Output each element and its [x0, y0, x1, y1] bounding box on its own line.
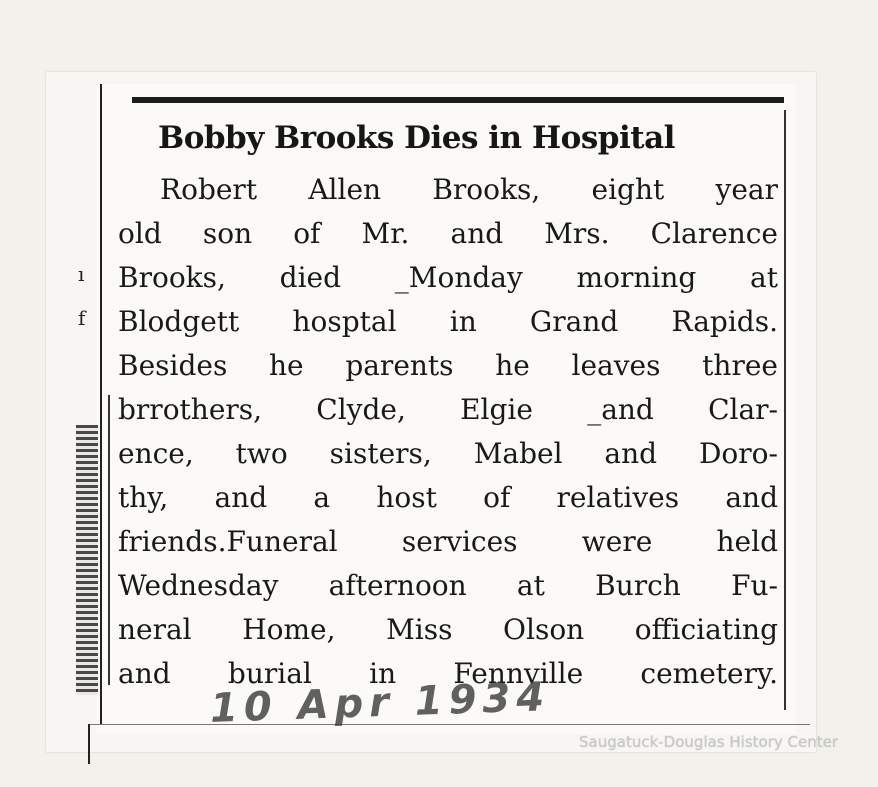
- margin-mark-2: f: [78, 306, 86, 330]
- torn-edge-column-remnant: [76, 425, 98, 695]
- article-line-11: neral Home, Miss Olson officiating: [118, 613, 778, 646]
- top-rule: [132, 97, 784, 103]
- article-line-2: old son of Mr. and Mrs. Clarence: [118, 217, 778, 250]
- bottom-tick-mark: [88, 724, 90, 764]
- bottom-rule: [90, 724, 810, 725]
- left-inner-rule: [108, 395, 110, 685]
- watermark-credit: Saugatuck-Douglas History Center: [579, 733, 838, 751]
- article-line-3: Brooks, died _Monday morning at: [118, 261, 778, 294]
- article-line-1: Robert Allen Brooks, eight year: [160, 173, 778, 206]
- article-line-12: and burial in Fennville cemetery.: [118, 657, 778, 690]
- right-column-rule: [784, 110, 786, 710]
- margin-mark-1: ı: [78, 262, 85, 286]
- article-line-7: ence, two sisters, Mabel and Doro-: [118, 437, 778, 470]
- article-line-9: friends.Funeral services were held: [118, 525, 778, 558]
- article-line-5: Besides he parents he leaves three: [118, 349, 778, 382]
- article-line-6: brrothers, Clyde, Elgie _and Clar-: [118, 393, 778, 426]
- article-body: [118, 168, 778, 696]
- left-column-rule: [100, 84, 102, 724]
- article-line-4: Blodgett hosptal in Grand Rapids.: [118, 305, 778, 338]
- article-line-10: Wednesday afternoon at Burch Fu-: [118, 569, 778, 602]
- article-line-8: thy, and a host of relatives and: [118, 481, 778, 514]
- article-headline: Bobby Brooks Dies in Hospital: [158, 120, 675, 156]
- handwritten-date-stamp: 10 Apr 1934: [209, 674, 551, 732]
